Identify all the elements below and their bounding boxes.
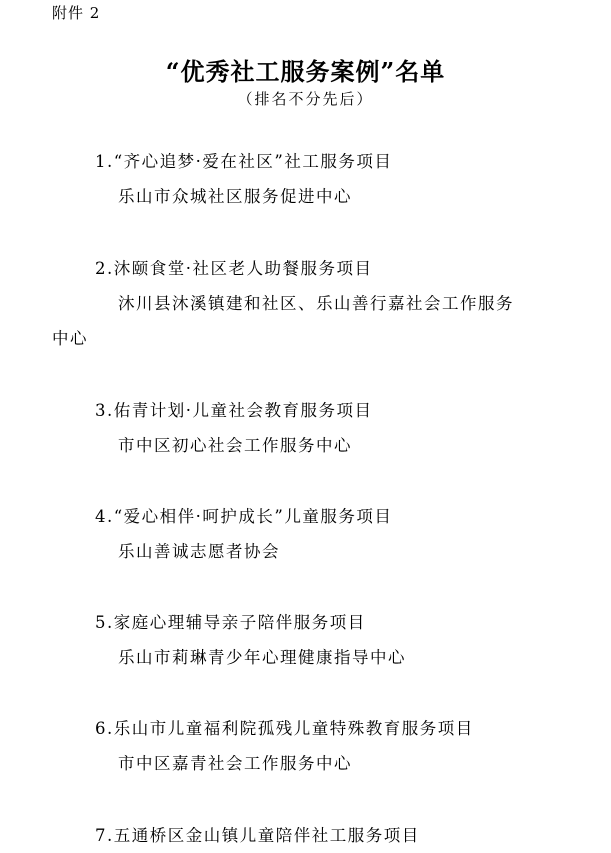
entry-organization: 乐山市莉琳青少年心理健康指导中心 [118,648,406,667]
page-title: “优秀社工服务案例”名单 [165,57,446,86]
entry-organization: 市中区初心社会工作服务中心 [118,436,352,455]
annex-label: 附件 2 [52,4,101,22]
entry-title: 4.“爱心相伴·呵护成长”儿童服务项目 [95,507,393,526]
entry-organization: 乐山市众城社区服务促进中心 [118,187,352,206]
entry-organization: 沐川县沐溪镇建和社区、乐山善行嘉社会工作服务 [118,294,514,313]
entry-organization-continued: 中心 [52,329,88,348]
entry-title: 3.佑青计划·儿童社会教育服务项目 [95,401,373,420]
entry-title: 2.沐颐食堂·社区老人助餐服务项目 [95,259,373,278]
entry-organization: 市中区嘉青社会工作服务中心 [118,754,352,773]
entry-title: 1.“齐心追梦·爱在社区”社工服务项目 [95,152,393,171]
entry-title: 5.家庭心理辅导亲子陪伴服务项目 [95,613,366,632]
page-subtitle: （排名不分先后） [237,90,374,108]
entry-title: 6.乐山市儿童福利院孤残儿童特殊教育服务项目 [95,719,474,738]
entry-organization: 乐山善诚志愿者协会 [118,542,280,561]
entry-title: 7.五通桥区金山镇儿童陪伴社工服务项目 [95,826,420,845]
